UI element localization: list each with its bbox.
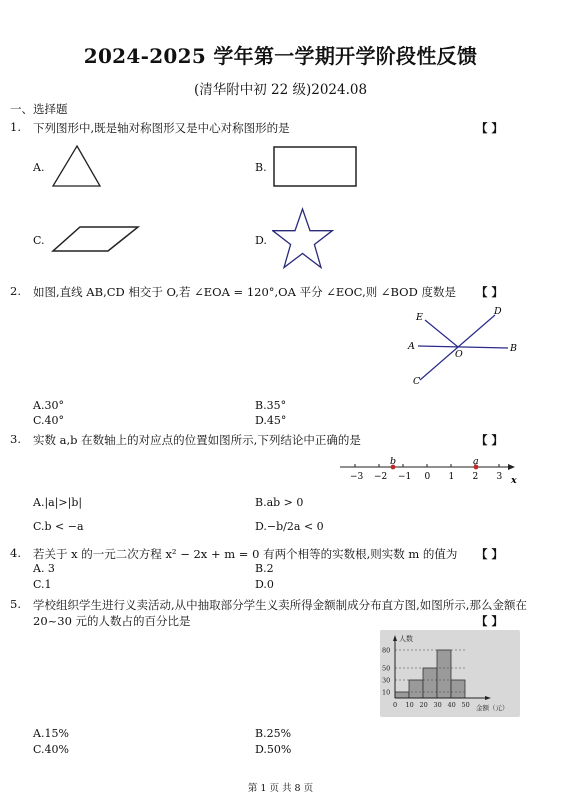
y-tick-label: 10 — [382, 688, 391, 697]
label-o: O — [455, 349, 463, 360]
q1-triangle-figure — [50, 143, 104, 189]
q4-option-c: C.1 — [33, 578, 52, 591]
x-tick-label: 10 — [405, 701, 414, 709]
histogram-bar — [437, 650, 451, 698]
q2-option-a: A.30° — [33, 399, 64, 412]
q4-option-a: A. 3 — [33, 562, 55, 575]
histogram-chart — [380, 630, 520, 717]
q4-answer-bracket: 【 】 — [476, 547, 504, 561]
q1-option-c-label: C. — [33, 234, 45, 247]
line-ab — [418, 346, 508, 348]
x-axis-arrow — [485, 696, 491, 700]
q5-option-d: D.50% — [255, 743, 292, 756]
q4-option-d: D.0 — [255, 578, 274, 591]
x-tick-label: 30 — [433, 701, 442, 709]
ray-oe — [425, 320, 458, 347]
q5-answer-bracket: 【 】 — [476, 614, 504, 628]
y-tick-label: 80 — [382, 646, 391, 655]
q3-option-c: C.b < −a — [33, 520, 84, 533]
page-title: 2024-2025 学年第一学期开学阶段性反馈 — [83, 44, 478, 68]
tick-label: 2 — [472, 472, 479, 482]
page-footer: 第 1 页 共 8 页 — [247, 783, 314, 794]
q1-option-b-label: B. — [255, 161, 267, 174]
q5-text-line2: 20~30 元的人数占的百分比是 — [33, 614, 191, 628]
q3-option-a: A.|a|>|b| — [33, 496, 83, 509]
histogram-bar — [451, 680, 465, 698]
q2-text: 如图,直线 AB,CD 相交于 O,若 ∠EOA = 120°,OA 平分 ∠EOC,则 ∠BOD 度数是 — [33, 285, 456, 299]
q1-star-figure — [272, 207, 334, 271]
q4-text: 若关于 x 的一元二次方程 x² − 2x + m = 0 有两个相等的实数根,则实数 m 的值为 — [33, 547, 458, 561]
tick-label: 0 — [424, 472, 431, 482]
q1-text: 下列图形中,既是轴对称图形又是中心对称图形的是 — [33, 121, 290, 135]
histogram-bar — [395, 692, 409, 698]
tick-label: 1 — [448, 472, 455, 482]
q2-option-b: B.35° — [255, 399, 287, 412]
y-axis-label: 人数 — [399, 635, 413, 643]
q1-rectangle-figure — [272, 145, 358, 189]
tick-label: −1 — [398, 472, 412, 482]
q4-number: 4. — [10, 546, 21, 560]
section-label: 一、选择题 — [10, 102, 68, 116]
q5-text-line1: 学校组织学生进行义卖活动,从中抽取部分学生义卖所得金额制成分布直方图,如图所示,那么金额在 — [33, 598, 527, 612]
histogram-bar — [423, 668, 437, 698]
parallelogram-shape — [53, 227, 138, 251]
q3-option-d: D.−b/2a < 0 — [255, 520, 324, 533]
label-b: B — [510, 343, 517, 354]
x-tick-label: 20 — [419, 701, 428, 709]
q3-text: 实数 a,b 在数轴上的对应点的位置如图所示,下列结论中正确的是 — [33, 433, 361, 447]
page-subtitle: (清华附中初 22 级)2024.08 — [193, 82, 368, 98]
label-d: D — [494, 306, 502, 317]
q5-option-c: C.40% — [33, 743, 69, 756]
tick-label: 3 — [496, 472, 503, 482]
q2-number: 2. — [10, 284, 21, 298]
star-shape — [273, 209, 333, 268]
tick-label: −2 — [374, 472, 388, 482]
q4-option-b: B.2 — [255, 562, 274, 575]
q5-option-b: B.25% — [255, 727, 292, 740]
q2-option-d: D.45° — [255, 414, 287, 427]
q1-answer-bracket: 【 】 — [476, 121, 504, 135]
q5-option-a: A.15% — [33, 727, 69, 740]
label-b: b — [390, 456, 397, 467]
q1-option-d-label: D. — [255, 234, 267, 247]
q3-answer-bracket: 【 】 — [476, 433, 504, 447]
q3-option-b: B.ab > 0 — [255, 496, 304, 509]
label-c: C — [413, 376, 421, 387]
x-tick-label: 50 — [461, 701, 470, 709]
y-axis-arrow — [393, 635, 397, 641]
x-tick-label: 0 — [393, 701, 398, 709]
x-axis-label: 金额（元） — [476, 704, 509, 712]
label-a: A — [408, 341, 415, 352]
rectangle-shape — [274, 147, 356, 186]
q2-answer-bracket: 【 】 — [476, 285, 504, 299]
q3-number-line — [335, 455, 525, 487]
q2-angle-figure — [400, 300, 530, 390]
q2-option-c: C.40° — [33, 414, 65, 427]
q1-parallelogram-figure — [50, 224, 142, 254]
y-tick-label: 50 — [382, 664, 391, 673]
x-tick-label: 40 — [447, 701, 456, 709]
q1-option-a-label: A. — [33, 161, 45, 174]
axis-label-x: x — [511, 475, 517, 486]
label-e: E — [416, 312, 423, 323]
histogram-bar — [409, 680, 423, 698]
triangle-shape — [53, 146, 100, 186]
tick-label: −3 — [350, 472, 364, 482]
q1-number: 1. — [10, 120, 21, 134]
y-tick-label: 30 — [382, 676, 391, 685]
histogram-photo — [380, 630, 520, 717]
q5-number: 5. — [10, 597, 21, 611]
number-line-arrow — [508, 464, 515, 470]
label-a: a — [473, 456, 479, 467]
q3-number: 3. — [10, 432, 21, 446]
